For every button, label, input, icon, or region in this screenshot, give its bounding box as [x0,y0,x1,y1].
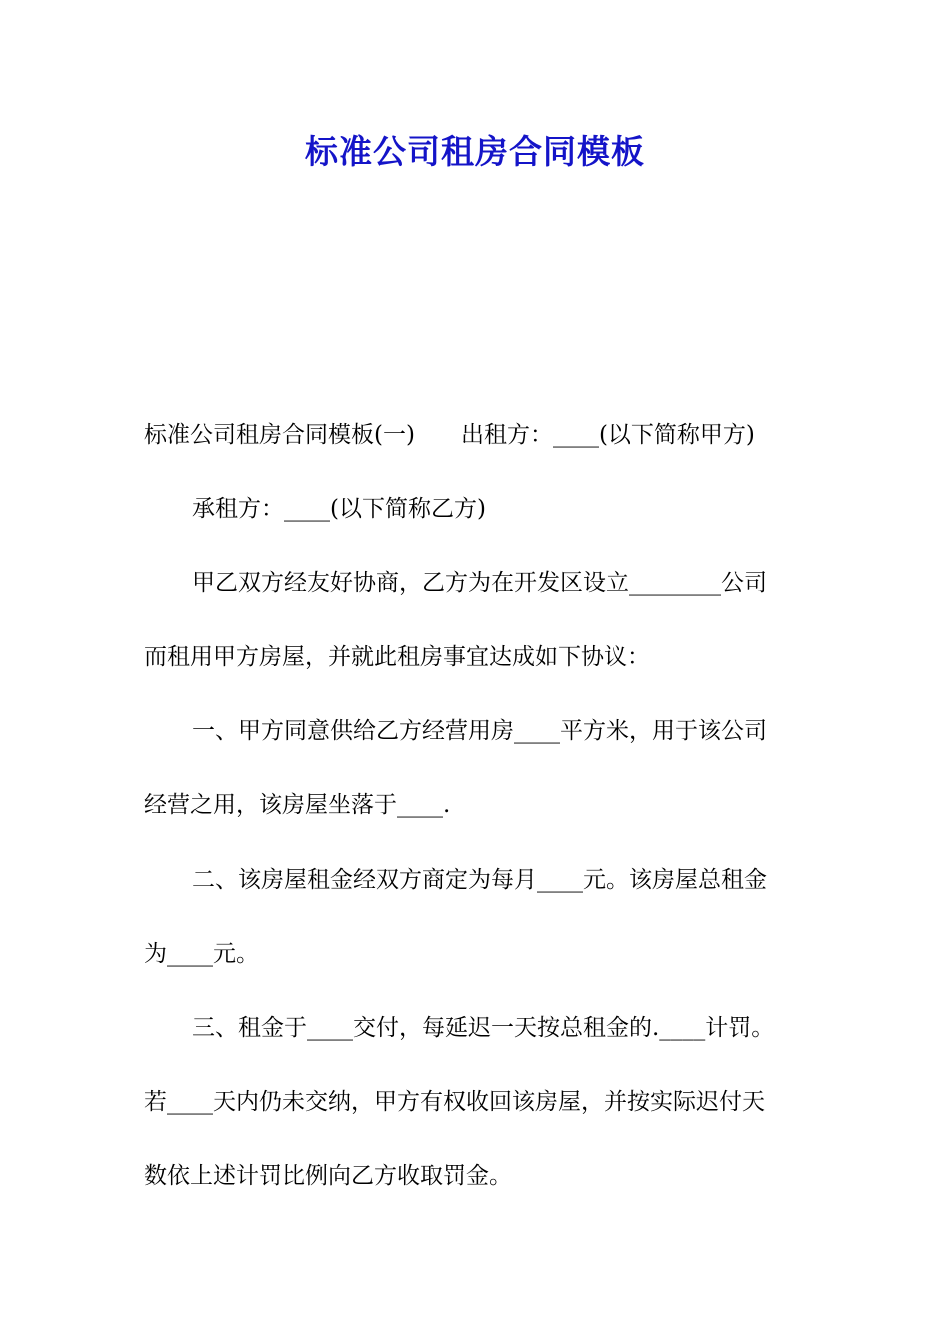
document-title: 标准公司租房合同模板 [305,132,645,171]
paragraph-line-preamble-2: 而租用甲方房屋，并就此租房事宜达成如下协议： [144,644,650,670]
clause-3-line-3: 数依上述计罚比例向乙方收取罚金。 [144,1163,512,1189]
clause-2-line-1: 二、该房屋租金经双方商定为每月____元。该房屋总租金 [192,867,767,893]
clause-1-line-1: 一、甲方同意供给乙方经营用房____平方米，用于该公司 [192,718,767,744]
paragraph-line-heading-lessor: 标准公司租房合同模板(一) 出租方：____(以下简称甲方) [144,422,755,448]
paragraph-line-lessee: 承租方：____(以下简称乙方) [192,496,486,522]
clause-1-line-2: 经营之用，该房屋坐落于____. [144,792,451,818]
clause-3-line-2: 若____天内仍未交纳，甲方有权收回该房屋，并按实际迟付天 [144,1089,765,1115]
clause-2-line-2: 为____元。 [144,941,259,967]
clause-3-line-1: 三、租金于____交付，每延迟一天按总租金的.____计罚。 [192,1015,775,1041]
paragraph-line-preamble-1: 甲乙双方经友好协商，乙方为在开发区设立________公司 [192,570,767,596]
